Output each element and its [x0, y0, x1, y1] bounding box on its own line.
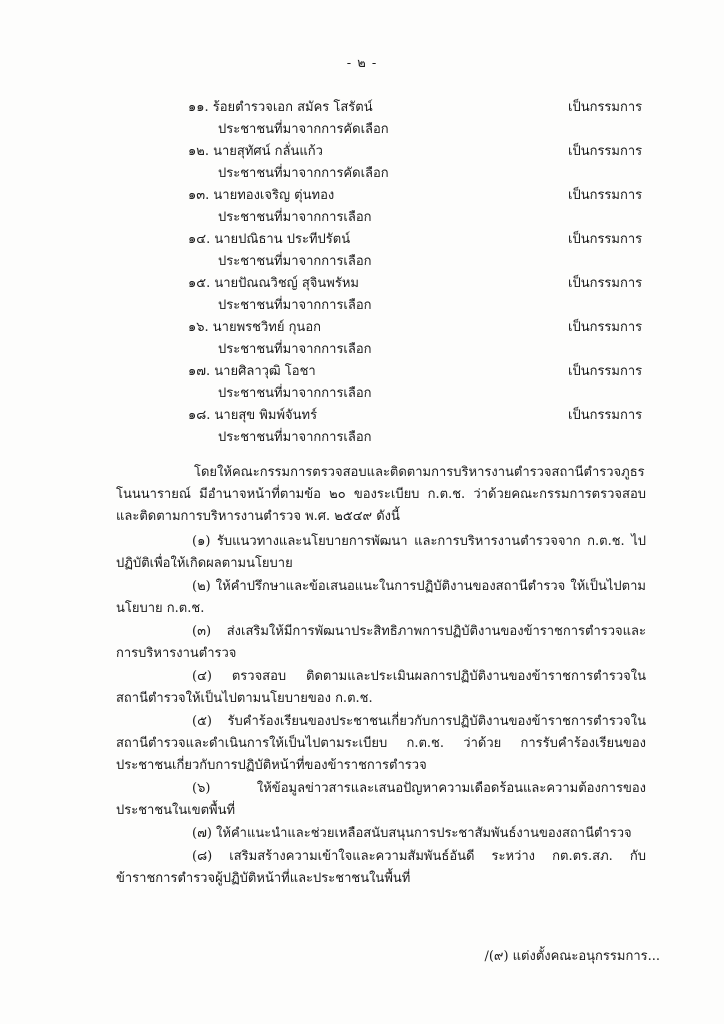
member-source: ประชาชนที่มาจากการเลือก	[218, 210, 372, 225]
duty-item: (๖) ให้ข้อมูลข่าวสารและเสนอปัญหาความเดือดร้อนและความต้องการของประชาชนในเขตพื้นที่	[116, 781, 646, 818]
member-item	[0, 404, 724, 448]
member-source: ประชาชนที่มาจากการคัดเลือก	[218, 122, 389, 137]
member-source: ประชาชนที่มาจากการเลือก	[218, 254, 372, 269]
member-role: เป็นกรรมการ	[568, 276, 643, 291]
duty-item: (๑) รับแนวทางและนโยบายการพัฒนา และการบริหารงานตำรวจจาก ก.ต.ช. ไปปฏิบัติเพื่อให้เกิดผลตามนโยบาย	[116, 534, 646, 571]
member-item	[0, 272, 724, 316]
member-name: ๑๗. นายศิลาวุฒิ โอชา	[188, 364, 316, 379]
member-name: ๑๓. นายทองเจริญ ตุ่นทอง	[188, 188, 335, 203]
member-role: เป็นกรรมการ	[568, 100, 643, 115]
member-item	[0, 360, 724, 404]
member-item	[0, 316, 724, 360]
member-list	[0, 96, 724, 448]
member-name: ๑๖. นายพรชวิทย์ กุนอก	[188, 320, 322, 335]
member-source: ประชาชนที่มาจากการคัดเลือก	[218, 166, 389, 181]
member-role: เป็นกรรมการ	[568, 188, 643, 203]
member-name: ๑๘. นายสุข พิมพ์จันทร์	[188, 408, 318, 423]
duty-item: (๘) เสริมสร้างความเข้าใจและความสัมพันธ์อันดี ระหว่าง กต.ตร.สภ. กับข้าราชการตำรวจผู้ปฏิบัติหน้าที่และประชาชนในพื้นที่	[116, 849, 646, 886]
duty-item: (๕) รับคำร้องเรียนของประชาชนเกี่ยวกับการปฏิบัติงานของข้าราชการตำรวจในสถานีตำรวจและดำเนินการให้เป็นไปตามระเบียบ ก.ต.ช. ว่าด้วย การรับคำร้องเรียนของประชาชนเกี่ยวกับการปฏิบัติหน้าที่ของข้าราชการตำรวจ	[116, 714, 646, 773]
page-number: - ๒ -	[346, 56, 378, 71]
member-role: เป็นกรรมการ	[568, 320, 643, 335]
member-source: ประชาชนที่มาจากการเลือก	[218, 342, 372, 357]
member-item	[0, 228, 724, 272]
member-role: เป็นกรรมการ	[568, 232, 643, 247]
member-item	[0, 96, 724, 140]
intro-paragraph: โดยให้คณะกรรมการตรวจสอบและติดตามการบริหารงานตำรวจสถานีตำรวจภูธรโนนนารายณ์ มีอำนาจหน้าที่ตามข้อ ๒๐ ของระเบียบ ก.ต.ช. ว่าด้วยคณะกรรมการตรวจสอบและติดตามการบริหารงานตำรวจ พ.ศ. ๒๕๔๙ ดังนี้	[116, 465, 646, 524]
member-item	[0, 184, 724, 228]
member-source: ประชาชนที่มาจากการเลือก	[218, 386, 372, 401]
member-name: ๑๒. นายสุทัศน์ กลั่นแก้ว	[188, 144, 323, 159]
member-name: ๑๕. นายปัณณวิชญ์ สุจินพรัหม	[188, 276, 359, 291]
duty-item: (๒) ให้คำปรึกษาและข้อเสนอแนะในการปฏิบัติงานของสถานีตำรวจ ให้เป็นไปตามนโยบาย ก.ต.ช.	[116, 579, 646, 616]
member-role: เป็นกรรมการ	[568, 408, 643, 423]
duties-section	[116, 462, 646, 891]
continuation-note: /(๙) แต่งตั้งคณะอนุกรรมการ...	[484, 949, 660, 964]
member-item	[0, 140, 724, 184]
member-role: เป็นกรรมการ	[568, 364, 643, 379]
member-source: ประชาชนที่มาจากการเลือก	[218, 430, 372, 445]
member-source: ประชาชนที่มาจากการเลือก	[218, 298, 372, 313]
member-role: เป็นกรรมการ	[568, 144, 643, 159]
member-name: ๑๔. นายปณิธาน ประทีปรัตน์	[188, 232, 351, 247]
duty-item: (๗) ให้คำแนะนำและช่วยเหลือสนับสนุนการประชาสัมพันธ์งานของสถานีตำรวจ	[192, 826, 632, 841]
duty-item: (๓) ส่งเสริมให้มีการพัฒนาประสิทธิภาพการปฏิบัติงานของข้าราชการตำรวจและการบริหารงานตำรวจ	[116, 624, 646, 661]
duty-item: (๔) ตรวจสอบ ติดตามและประเมินผลการปฏิบัติงานของข้าราชการตำรวจในสถานีตำรวจให้เป็นไปตามนโยบายของ ก.ต.ช.	[116, 669, 646, 706]
member-name: ๑๑. ร้อยตำรวจเอก สมัคร โสรัตน์	[188, 100, 373, 115]
